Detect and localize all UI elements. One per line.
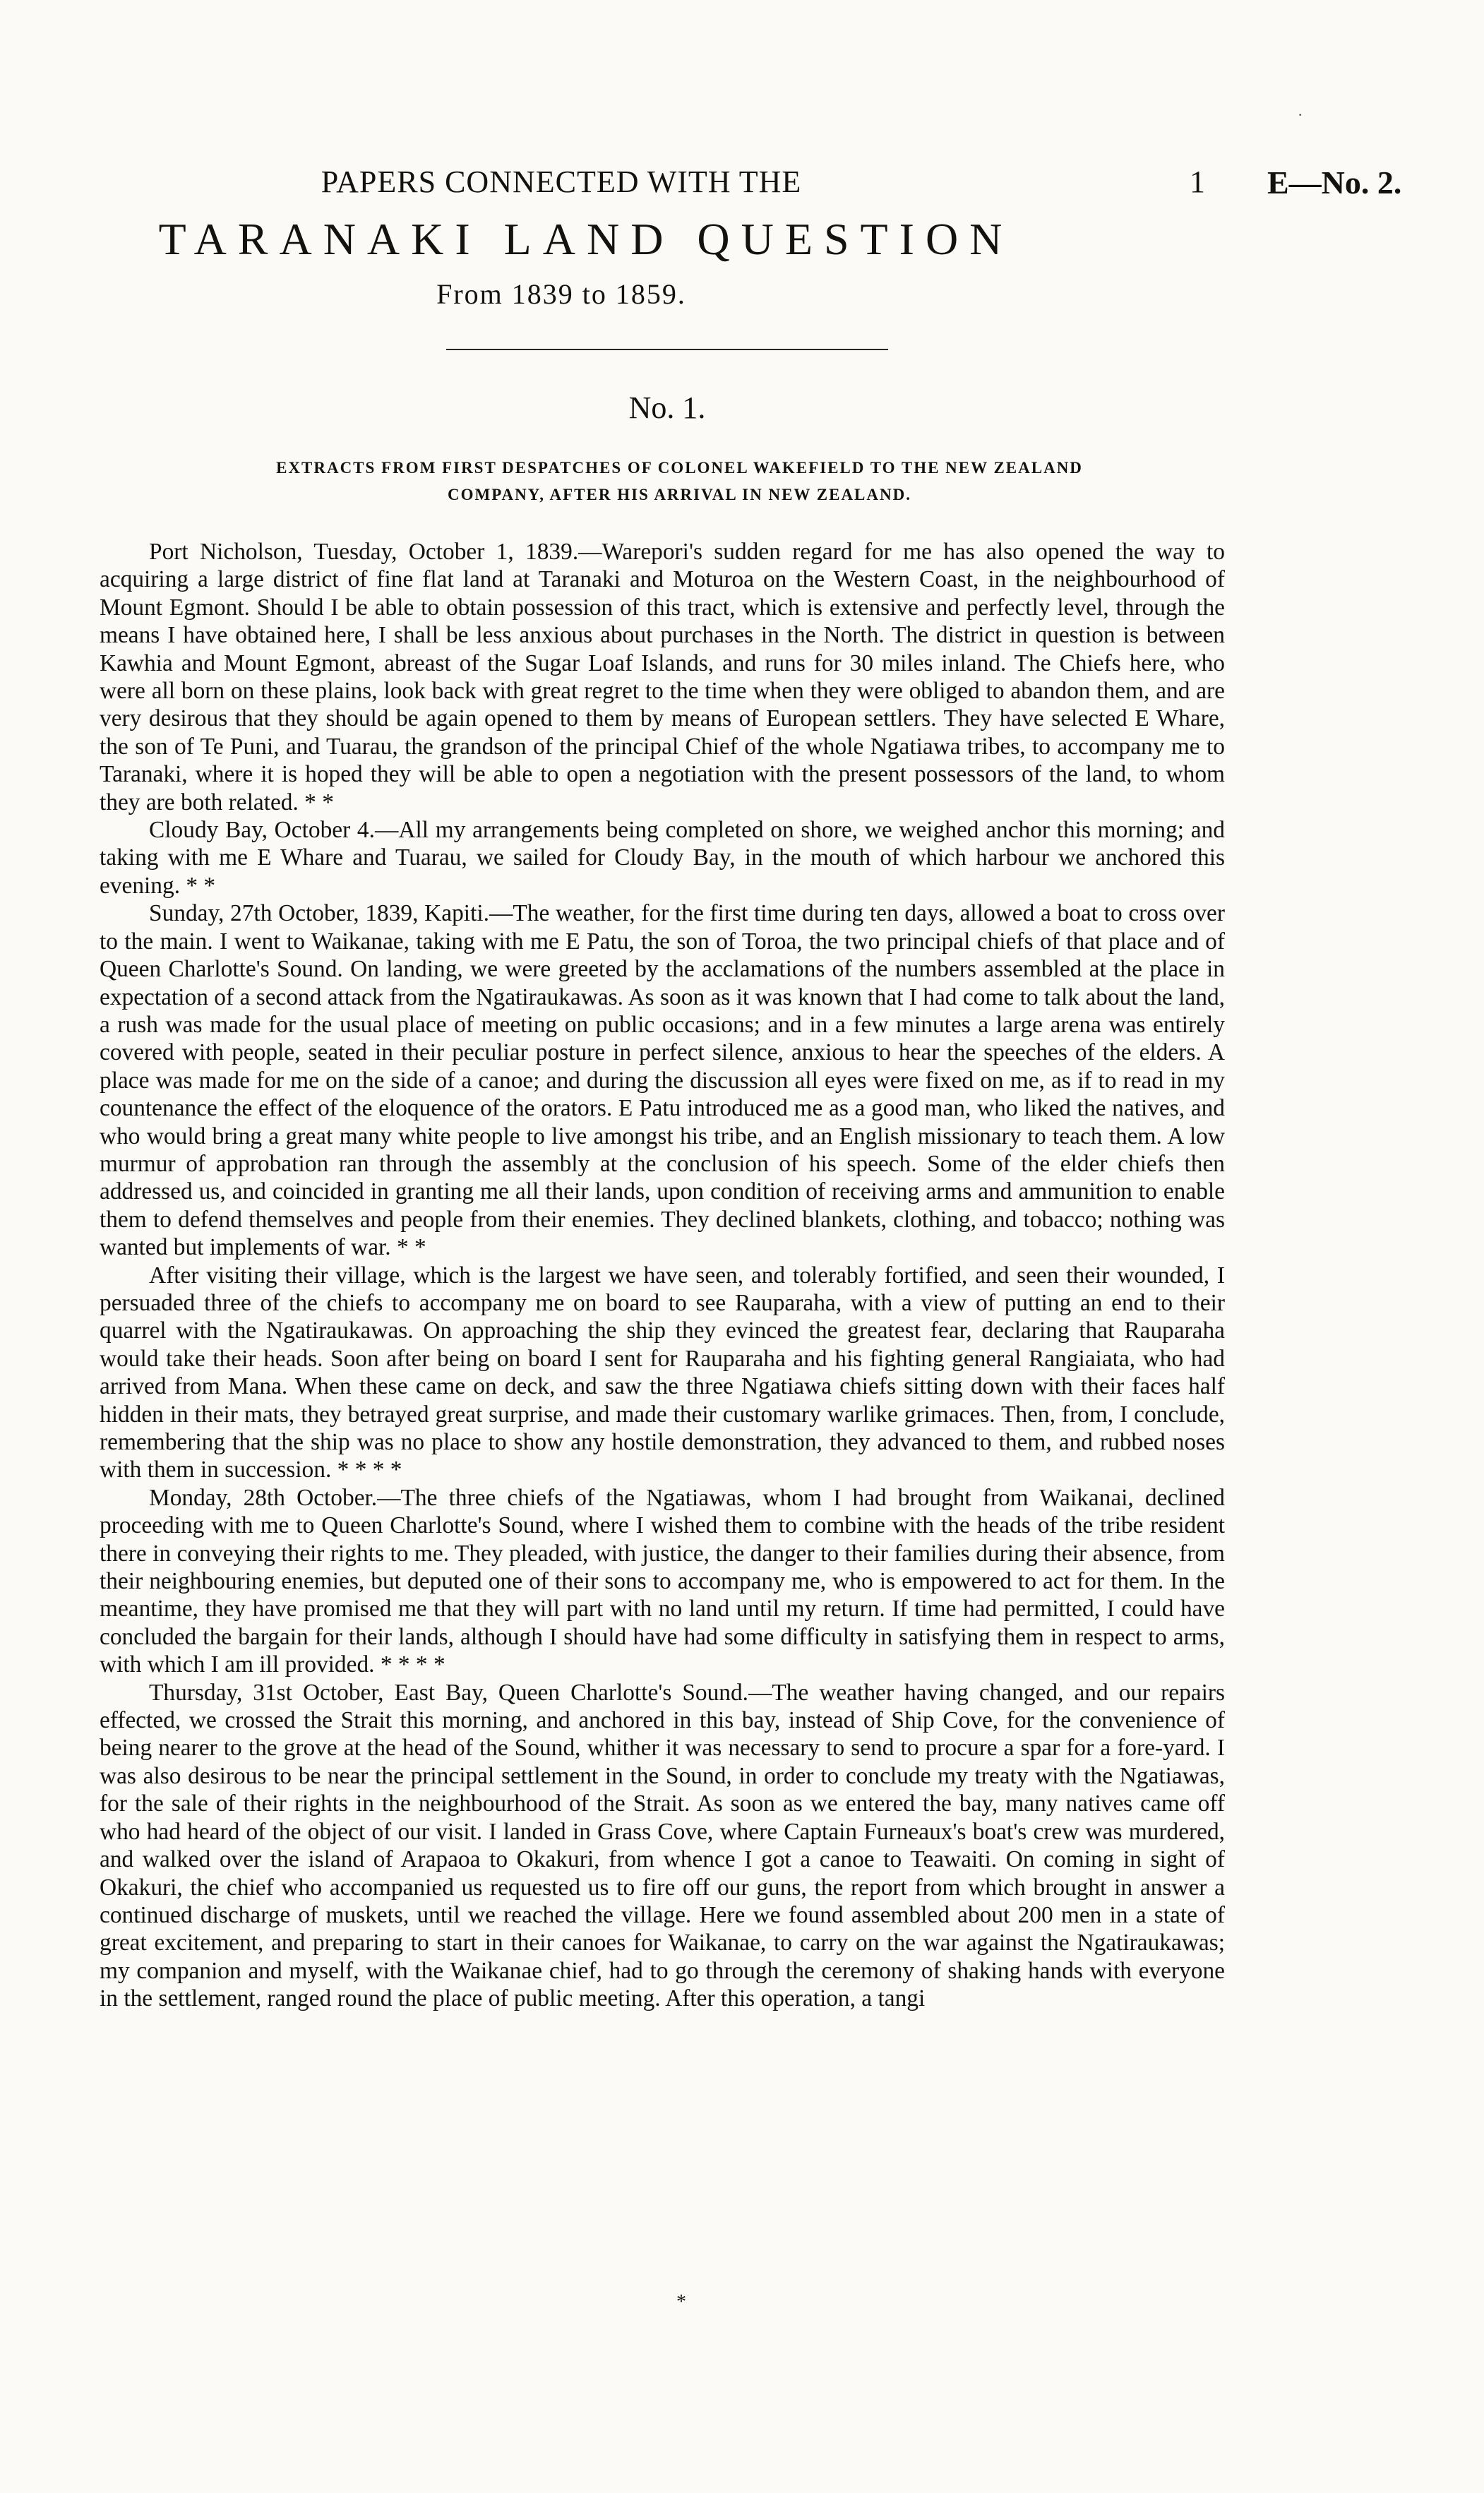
paragraph-monday-28th: Monday, 28th October.—The three chiefs of the Ngatiawas, whom I had brought from Waikanai, declined proceeding with me to Queen Charlotte's Sound, where I wished them to combine with the heads of the tribe resident there in conveying their rights to me. They pleaded, with justice, the danger to their families during their absence, from their neighbouring enemies, but deputed one of their sons to accompany me, who is empowered to act for them. In the meantime, they have promised me that they will part with no land until my return. If time had permitted, I could have concluded the bargain for their lands, although I should have had some difficulty in satisfying them in respect to arms, with which I am ill provided. * * * * [100, 1484, 1225, 1678]
paragraph-village-visit: After visiting their village, which is the largest we have seen, and tolerably fortified, and seen their wounded, I persuaded three of the chiefs to accompany me on board to see Rauparaha, with a view of putting an end to their quarrel with the Ngatiraukawas. On approaching the ship they evinced the greatest fear, declaring that Rauparaha would take their heads. Soon after being on board I sent for Rauparaha and his fighting general Rangiaiata, who had arrived from Mana. When these came on deck, and saw the three Ngatiawa chiefs sitting down with their faces half hidden in their mats, they betrayed great surprise, and made their customary warlike grimaces. Then, from, I conclude, remembering that the ship was no place to show any hostile demonstration, they advanced to them, and rubbed noses with them in succession. * * * * [100, 1262, 1225, 1483]
page-number: 1 [1190, 165, 1205, 199]
document-reference: E—No. 2. [1267, 165, 1402, 201]
paragraph-port-nicholson: Port Nicholson, Tuesday, October 1, 1839.—Warepori's sudden regard for me has also opened the way to acquiring a large district of fine flat land at Taranaki and Moturoa on the Western Coast, in the neighbourhood of Mount Egmont. Should I be able to obtain possession of this tract, which is extensive and perfectly level, through the means I have obtained here, I shall be less anxious about purchases in the North. The district in question is between Kawhia and Mount Egmont, abreast of the Sugar Loaf Islands, and runs for 30 miles inland. The Chiefs here, who were all born on these plains, look back with great regret to the time when they were obliged to abandon them, and are very desirous that they should be again opened to them by means of European settlers. They have selected E Whare, the son of Te Puni, and Tuarau, the grandson of the principal Chief of the whole Ngatiawa tribes, to accompany me to Taranaki, where it is hoped they will be able to open a negotiation with the present possessors of the land, to whom they are both related. * * [100, 539, 1225, 815]
corner-mark: · [1298, 106, 1303, 124]
document-number: No. 1. [628, 390, 706, 425]
extract-heading [134, 455, 1225, 508]
date-range: From 1839 to 1859. [436, 278, 686, 310]
running-header [0, 164, 1484, 206]
section-divider [446, 349, 888, 350]
paragraph-thursday-31st: Thursday, 31st October, East Bay, Queen Charlotte's Sound.—The weather having changed, and our repairs effected, we crossed the Strait this morning, and anchored in this bay, instead of Ship Cove, for the convenience of being nearer to the grove at the head of the Sound, whither it was necessary to send to procure a spar for a fore-yard. I was also desirous to be near the principal settlement in the Sound, in order to conclude my treaty with the Ngatiawas, for the sale of their rights in the neighbourhood of the Strait. As soon as we entered the bay, many natives came off who had heard of the object of our visit. I landed in Grass Cove, where Captain Furneaux's boat's crew was murdered, and walked over the island of Arapaoa to Okakuri, from whence I got a canoe to Teawaiti. On coming in sight of Okakuri, the chief who accompanied us requested us to fire off our guns, the report from which brought in answer a continued discharge of muskets, until we reached the village. Here we found assembled about 200 men in a state of great excitement, and preparing to start in their canoes for Waikanae, to carry on the war against the Ngatiraukawas; my companion and myself, with the Waikanae chief, had to go through the ceremony of shaking hands with everyone in the settlement, ranged round the place of public meeting. After this operation, a tangi [100, 1679, 1225, 2012]
extract-heading-line-1: EXTRACTS FROM FIRST DESPATCHES OF COLONEL WAKEFIELD TO THE NEW ZEALAND [276, 459, 1083, 477]
body-text [100, 538, 1225, 2013]
paragraph-cloudy-bay: Cloudy Bay, October 4.—All my arrangements being completed on shore, we weighed anchor this morning; and taking with me E Whare and Tuarau, we sailed for Cloudy Bay, in the mouth of which harbour we anchored this evening. * * [100, 817, 1225, 899]
page-mark: * [676, 2291, 686, 2313]
paragraph-kapiti: Sunday, 27th October, 1839, Kapiti.—The weather, for the first time during ten days, allowed a boat to cross over to the main. I went to Waikanae, taking with me E Patu, the son of Toroa, the two principal chiefs of that place and of Queen Charlotte's Sound. On landing, we were greeted by the acclamations of the numbers assembled at the place in expectation of a second attack from the Ngatiraukawas. As soon as it was known that I had come to talk about the land, a rush was made for the usual place of meeting on public occasions; and in a few minutes a large arena was entirely covered with people, seated in their peculiar posture in perfect silence, anxious to hear the speeches of the elders. A place was made for me on the side of a canoe; and during the discussion all eyes were fixed on me, as if to read in my countenance the effect of the eloquence of the orators. E Patu introduced me as a good man, who liked the natives, and who would bring a great many white people to live amongst his tribe, and an English missionary to teach them. A low murmur of approbation ran through the assembly at the conclusion of his speech. Some of the elder chiefs then addressed us, and coincided in granting me all their lands, upon condition of receiving arms and ammunition to enable them to defend themselves and people from their enemies. They declined blankets, clothing, and tobacco; nothing was wanted but implements of war. * * [100, 900, 1225, 1261]
series-title: PAPERS CONNECTED WITH THE [321, 165, 802, 199]
main-title: TARANAKI LAND QUESTION [158, 214, 1014, 264]
extract-heading-line-2: COMPANY, AFTER HIS ARRIVAL IN NEW ZEALAND. [448, 486, 911, 503]
